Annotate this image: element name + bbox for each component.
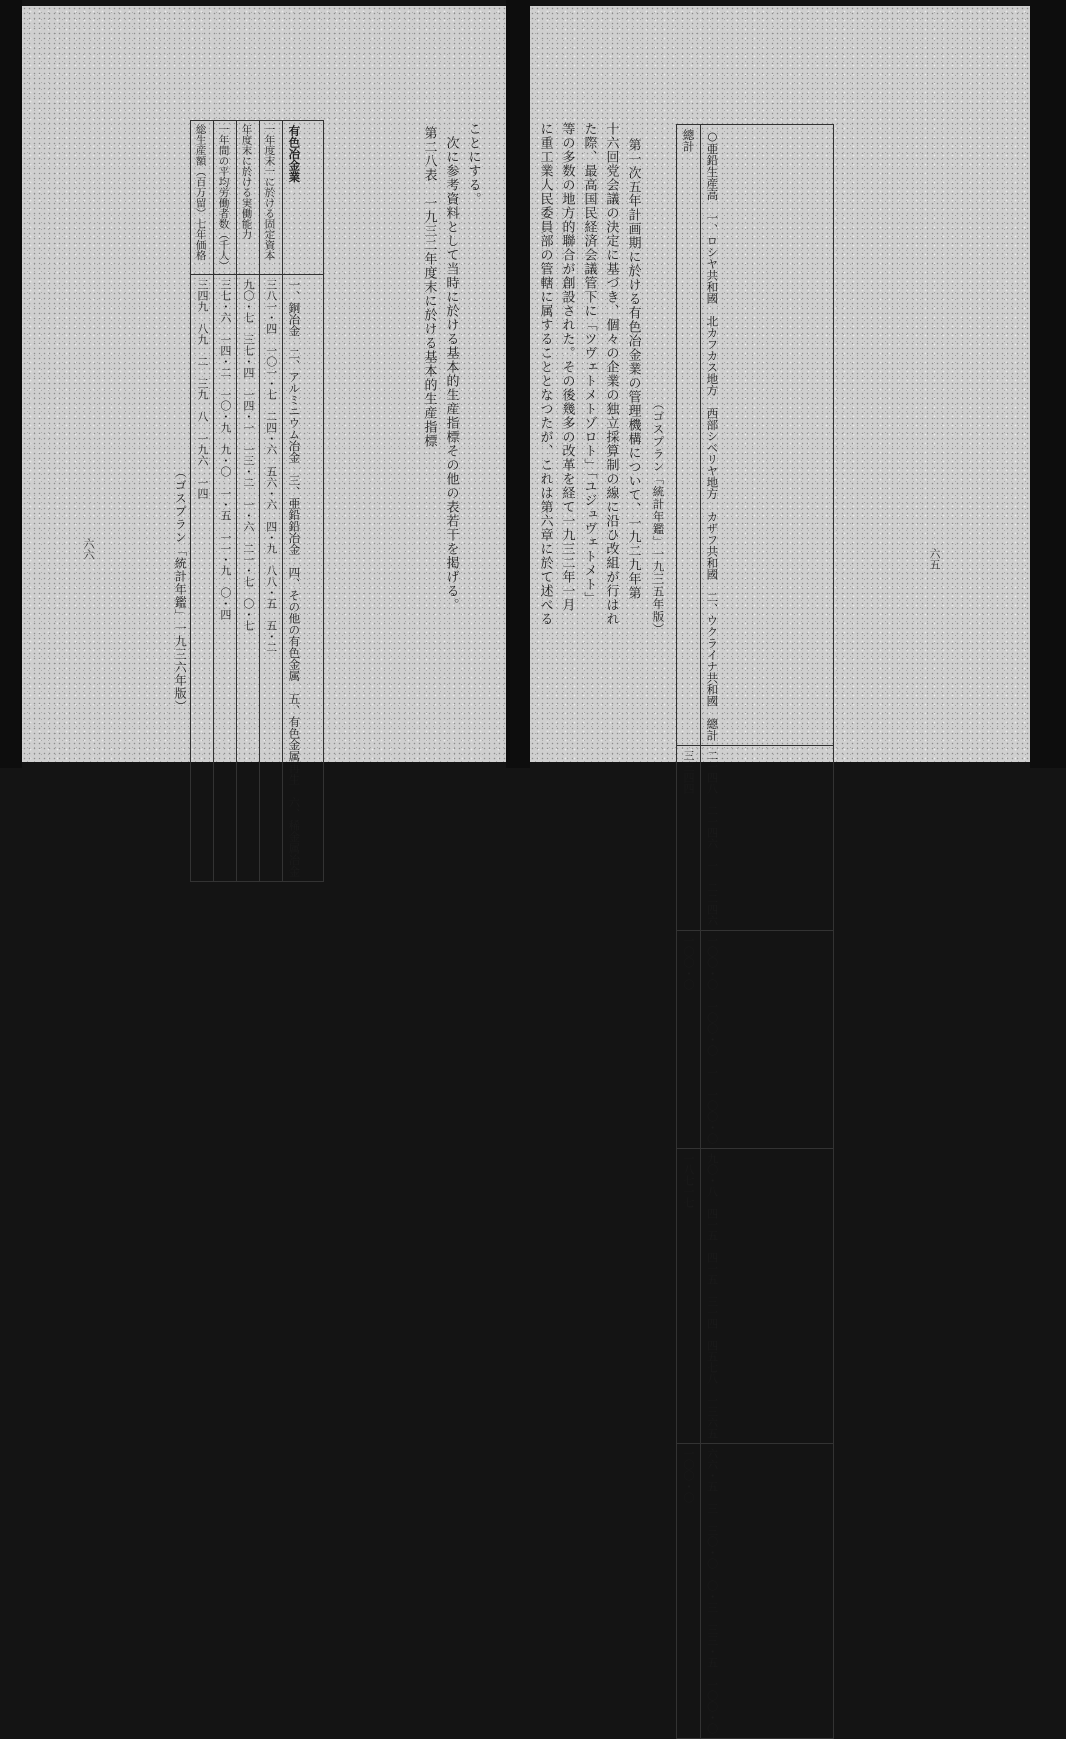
text-line-1: ことにする。 bbox=[465, 122, 481, 206]
industry-names-column bbox=[282, 275, 323, 882]
column-3-values bbox=[700, 1149, 833, 1444]
row-label: 二、ウクライナ共和國 bbox=[705, 591, 720, 707]
table-title: ○亜鉛生産高 bbox=[705, 129, 720, 201]
table-cell: 四・九 bbox=[264, 521, 278, 554]
text-line-3: た際、最高国民経済会議管下に「ツヴェトメトゾロト」「ユジュヴェトメト」 bbox=[581, 122, 597, 606]
table-cell: 一四 bbox=[195, 477, 209, 499]
table-cell: 四一五 bbox=[705, 1252, 719, 1285]
table-cell: 一〇〇・〇 bbox=[705, 1679, 719, 1734]
table-cell: 一〇〇・〇 bbox=[677, 1444, 701, 1739]
text-line-5: に重工業人民委員部の管轄に属することとなつたが、これは第六章に於て述べる bbox=[537, 122, 553, 626]
table-cell: 二二四六 bbox=[705, 882, 719, 926]
table-cell: 一〇〇・〇 bbox=[705, 1089, 719, 1144]
workers-column bbox=[213, 275, 236, 882]
table-cell: 二一四六 bbox=[705, 805, 719, 849]
header-cell: 一年間の平均労働者数（千人） bbox=[217, 124, 230, 271]
table-cell: 一三・二 bbox=[241, 444, 255, 488]
table-cell: 三九 bbox=[195, 378, 209, 400]
row-label: 總計 bbox=[705, 718, 720, 741]
zinc-production-table bbox=[676, 124, 834, 1739]
column-1-values bbox=[700, 746, 833, 931]
table-cell: 八九 bbox=[195, 323, 209, 345]
region-names-column bbox=[700, 125, 833, 746]
table-cell: 一四・一 bbox=[241, 389, 255, 433]
table-cell: 五・二 bbox=[264, 620, 278, 653]
table-cell: 三三四四 bbox=[677, 746, 701, 931]
table-cell: 一〇〇・〇 bbox=[677, 931, 701, 1149]
table-cell: 一八七一七 bbox=[677, 1149, 701, 1444]
row-label: 西部シベリヤ地方 bbox=[705, 407, 720, 500]
fixed-capital-column bbox=[259, 275, 282, 882]
header-cell: 一年度末一に於ける固定資本 bbox=[263, 124, 276, 261]
right-scan-margin bbox=[1030, 0, 1066, 768]
total-output-column bbox=[191, 275, 214, 882]
total-label-column bbox=[677, 125, 701, 746]
table-cell: 〇・三 bbox=[705, 1580, 719, 1613]
page-number: 六五 bbox=[928, 548, 941, 570]
table-cell: 一一・九 bbox=[218, 532, 232, 576]
book-gutter bbox=[506, 0, 530, 768]
table-cell: 三七・四 bbox=[241, 334, 255, 378]
table-cell: 四一五 bbox=[705, 1208, 719, 1241]
table-header-row bbox=[191, 121, 214, 275]
table-cell: 三 bbox=[705, 1503, 719, 1514]
page-number: 六六 bbox=[82, 538, 95, 560]
table-cell: 一〇〇・〇 bbox=[705, 1001, 719, 1056]
text-line-2: 十六回党会議の決定に基づき、個々の企業の独立採算制の線に沿ひ改組が行はれ bbox=[603, 122, 619, 626]
row-label: 總計 bbox=[681, 129, 696, 152]
table-cell: 五六・六 bbox=[264, 466, 278, 510]
table-cell: 九〇・七 bbox=[241, 279, 255, 323]
row-label: 北カフカス地方 bbox=[705, 315, 720, 396]
left-scan-margin bbox=[0, 0, 22, 768]
row-label: 一、銅冶金 bbox=[287, 279, 302, 337]
table-cell: 二一四八 bbox=[705, 750, 719, 794]
table-cell: 六六・五 bbox=[705, 1448, 719, 1492]
table-cell: 一 bbox=[705, 1067, 719, 1078]
table-cell: 一四・二 bbox=[218, 334, 232, 378]
table-cell: 二一・七 bbox=[241, 543, 255, 587]
table-cell: 三四九 bbox=[195, 279, 209, 312]
text-line-2: 次に参考資料として当時に於ける基本的生産指標その他の表若干を掲げる。 bbox=[443, 136, 459, 612]
table-caption: 第二八表 一九三二年度末に於ける基本的生産指標 bbox=[421, 126, 437, 448]
production-indicator-table bbox=[190, 120, 324, 882]
table-cell: 三〇・〇 bbox=[705, 1525, 719, 1569]
table-cell: 一 bbox=[705, 860, 719, 871]
text-line-1: 第一次五年計画期に於ける有色冶金業の管理機構について、一九二九年第 bbox=[625, 138, 641, 600]
table-cell: 九・〇 bbox=[218, 444, 232, 477]
table-cell: 一〇一・七 bbox=[264, 345, 278, 400]
table-cell: 八八・五 bbox=[264, 565, 278, 609]
table-cell: 三一四 bbox=[705, 1296, 719, 1329]
table-cell: 一・五 bbox=[218, 488, 232, 521]
table-cell: 三三・五 bbox=[705, 1624, 719, 1668]
column-2-values bbox=[700, 931, 833, 1149]
text-line-4: 等の多数の地方的聯合が創設された。その後幾多の改革を経て一九三二年一月 bbox=[559, 122, 575, 612]
table-cell: 一九六 bbox=[195, 433, 209, 466]
row-label: 六、稀金属冶金 bbox=[287, 796, 302, 877]
left-page bbox=[22, 6, 506, 877]
table-cell: 一三六五 bbox=[705, 1395, 719, 1439]
table-cell: 八 bbox=[195, 411, 209, 422]
table-cell: 〇・七 bbox=[241, 598, 255, 631]
header-cell: 総生産額（百万留）七年価格 bbox=[194, 124, 207, 261]
row-label: 一、ロシヤ共和國 bbox=[705, 212, 720, 304]
row-label: 二、アルミニウム冶金 bbox=[287, 348, 302, 463]
table-cell: 〇・四 bbox=[218, 587, 232, 620]
table-corner: 有色冶金業 bbox=[287, 125, 302, 183]
capacity-column bbox=[236, 275, 259, 882]
column-4-values bbox=[700, 1444, 833, 1739]
table-cell: 一・六 bbox=[241, 499, 255, 532]
table-source-note: （ゴスプラン「統計年鑑」一九三五年版） bbox=[651, 398, 666, 636]
table-cell: 二 bbox=[195, 356, 209, 367]
table-cell: 三七・六 bbox=[218, 279, 232, 323]
table-cell: 四五七八 bbox=[705, 1340, 719, 1384]
header-cell: 年度末に於ける実働能力 bbox=[240, 124, 253, 240]
row-label: カザフ共和國 bbox=[705, 511, 720, 580]
table-cell: 一〇・九 bbox=[218, 389, 232, 433]
row-label: 五、有色金属再生 bbox=[287, 693, 302, 785]
row-label: 四、その他の有色金属 bbox=[287, 566, 302, 682]
table-cell: 三八一・四 bbox=[264, 279, 278, 334]
table-cell: 一〇〇・〇 bbox=[705, 935, 719, 990]
table-cell: 九〇・八 bbox=[705, 1153, 719, 1197]
row-label: 三、亜鉛鉛冶金 bbox=[287, 474, 302, 555]
right-page bbox=[530, 6, 1030, 1734]
table-cell: 二四・六 bbox=[264, 411, 278, 455]
table-source-note: （ゴスプラン「統計年鑑」一九三六年版） bbox=[173, 466, 188, 713]
